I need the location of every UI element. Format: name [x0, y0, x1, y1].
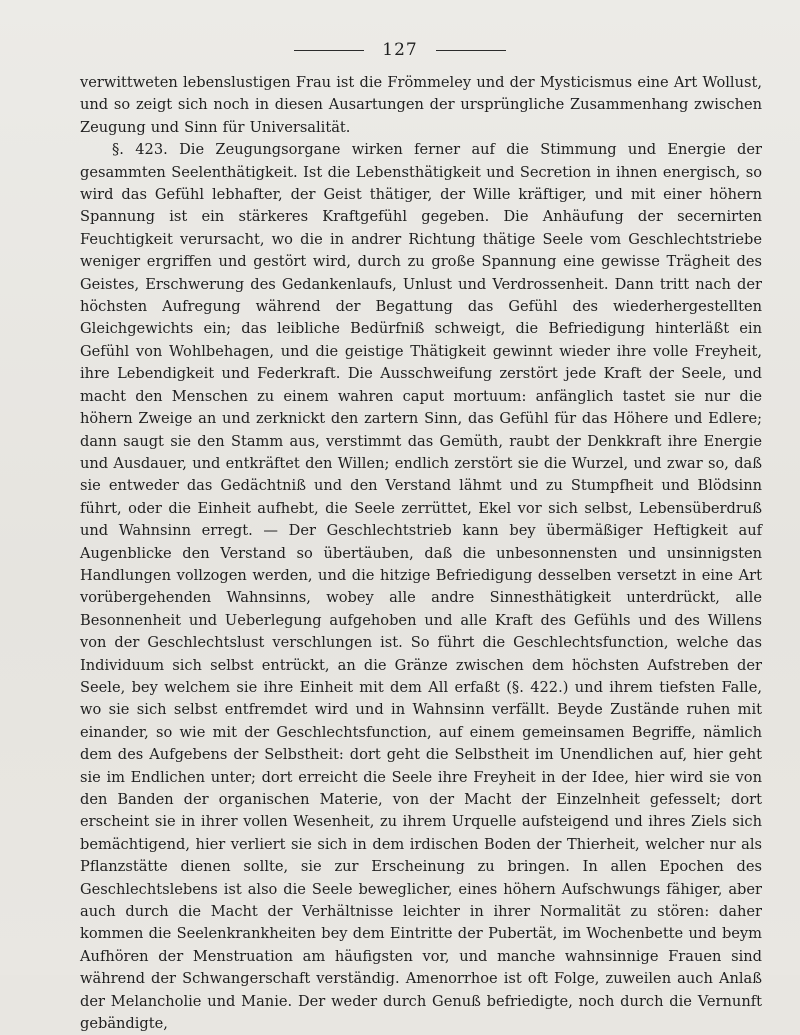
body-text [80, 72, 762, 1035]
paragraph-section-423: §. 423. Die Zeugungsorgane wirken ferner auf die Stimmung und Energie der gesammten Seelenthätigkeit. Ist die Lebensthätigkeit und Secretion in ihnen energisch, so wird das Gefühl lebhafter, der Geist thätiger, der Wille kräftiger, und mit einer höhern Spannung ist ein stärkeres Kraftgefühl gegeben. Die Anhäufung der secernirten Feuchtigkeit verursacht, wo die in andrer Richtung thätige Seele vom Geschlechtstriebe weniger ergriffen und gestört wird, durch zu große Spannung eine gewisse Trägheit des Geistes, Erschwerung des Gedankenlaufs, Unlust und Verdrossenheit. Dann tritt nach der höchsten Aufregung während der Begattung das Gefühl des wiederhergestellten Gleichgewichts ein; das leibliche Bedürfniß schweigt, die Befriedigung hinterläßt ein Gefühl von Wohlbehagen, und die geistige Thätigkeit gewinnt wieder ihre volle Freyheit, ihre Lebendigkeit und Federkraft. Die Ausschweifung zerstört jede Kraft der Seele, und macht den Menschen zu einem wahren caput mortuum: anfänglich tastet sie nur die höhern Zweige an und zerknickt den zartern Sinn, das Gefühl für das Höhere und Edlere; dann saugt sie den Stamm aus, verstimmt das Gemüth, raubt der Denkkraft ihre Energie und Ausdauer, und entkräftet den Willen; endlich zerstört sie die Wurzel, und zwar so, daß sie entweder das Gedächtniß und den Verstand lähmt und zu Stumpfheit und Blödsinn führt, oder die Einheit aufhebt, die Seele zerrüttet, Ekel vor sich selbst, Lebensüberdruß und Wahnsinn erregt. — Der Geschlechtstrieb kann bey übermäßiger Heftigkeit auf Augenblicke den Verstand so übertäuben, daß die unbesonnensten und unsinnigsten Handlungen vollzogen werden, und die hitzige Befriedigung desselben versetzt in eine Art vorübergehenden Wahnsinns, wobey alle andre Sinnesthätigkeit unterdrückt, alle Besonnenheit und Ueberlegung aufgehoben und alle Kraft des Gefühls und des Willens von der Geschlechtslust verschlungen ist. So führt die Geschlechtsfunction, welche das Individuum sich selbst entrückt, an die Gränze zwischen dem höchsten Aufstreben der Seele, bey welchem sie ihre Einheit mit dem All erfaßt (§. 422.) und ihrem tiefsten Falle, wo sie sich selbst entfremdet wird und in Wahnsinn verfällt. Beyde Zustände ruhen mit einander, so wie mit der Geschlechtsfunction, auf einem gemeinsamen Begriffe, nämlich dem des Aufgebens der Selbstheit: dort geht die Selbstheit im Unendlichen auf, hier geht sie im Endlichen unter; dort erreicht die Seele ihre Freyheit in der Idee, hier wird sie von den Banden der organischen Materie, von der Macht der Einzelnheit gefesselt; dort erscheint sie in ihrer vollen Wesenheit, zu ihrem Urquelle aufsteigend und ihres Ziels sich bemächtigend, hier verliert sie sich in dem irdischen Boden der Thierheit, welcher nur als Pflanzstätte dienen sollte, sie zur Erscheinung zu bringen. In allen Epochen des Geschlechtslebens ist also die Seele beweglicher, eines höhern Aufschwungs fähiger, aber auch durch die Macht der Verhältnisse leichter in ihrer Normalität zu stören: daher kommen die Seelenkrankheiten bey dem Eintritte der Pubertät, im Wochenbette und beym Aufhören der Menstruation am häufigsten vor, und manche wahnsinnige Frauen sind während der Schwangerschaft verständig. Amenorrhoe ist oft Folge, zuweilen auch Anlaß der Melancholie und Manie. Der weder durch Genuß befriedigte, noch durch die Vernunft gebändigte, [80, 141, 762, 1033]
header-rule-right [436, 50, 506, 51]
page-number: 127 [382, 40, 418, 60]
paragraph-continuation: verwittweten lebenslustigen Frau ist die Frömmeley und der Mysticismus eine Art Wollust, und so zeigt sich noch in diesen Ausartungen der ursprüngliche Zusammenhang zwischen Zeugung und Sinn für Universalität. [80, 74, 762, 136]
page-header [0, 40, 800, 60]
header-rule-left [294, 50, 364, 51]
